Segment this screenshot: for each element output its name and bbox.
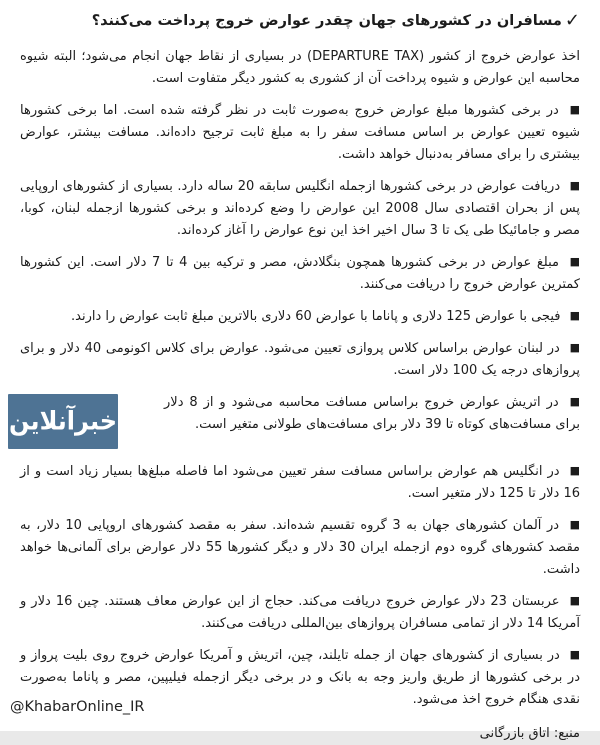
bullet-square-icon: ■	[569, 594, 580, 607]
bullet-text: در اتریش عوارض خروج براساس مسافت محاسبه می‌شود و از 8 دلار برای مسافت‌های کوتاه تا 39 دلار برای مسافت‌های طولانی متغیر است.	[164, 395, 580, 432]
bullet-square-icon: ■	[569, 648, 580, 661]
bullet-text: در برخی کشورها مبلغ عوارض خروج به‌صورت ثابت در نظر گرفته شده است. اما برخی کشورها شیوه تعیین عوارض بر اساس مسافت سفر را به مبلغ ثابت ترجیح داده‌اند. مسافت بیشتر، عوارض بیشتری را برای مسافر به‌دنبال خواهد داشت.	[20, 103, 580, 162]
twitter-handle: @KhabarOnline_IR	[10, 699, 145, 715]
bullet-square-icon: ■	[569, 179, 581, 192]
bullet-paragraph-austria	[164, 392, 580, 436]
bullet-text: فیجی با عوارض 125 دلاری و پاناما با عوارض 60 دلاری بالاترین مبلغ ثابت عوارض را دارند.	[71, 309, 561, 324]
bullet-paragraph-fiji-panama	[20, 306, 580, 328]
bullet-text: در انگلیس هم عوارض براساس مسافت سفر تعیین می‌شود اما فاصله مبلغ‌ها بسیار زیاد است و از 16 دلار تا 125 دلار متغیر است.	[20, 464, 580, 501]
bullet-paragraph-lowest-fees	[20, 252, 580, 296]
khabaronline-logo-text: خبرآنلاین	[8, 405, 118, 437]
bullet-square-icon: ■	[569, 103, 580, 116]
bullet-paragraph-germany	[20, 515, 580, 581]
bullet-square-icon: ■	[569, 309, 580, 322]
source-line: منبع: اتاق بازرگانی	[479, 726, 580, 741]
bullet-square-icon: ■	[569, 341, 580, 354]
bullet-text: در بسیاری از کشورهای جهان از جمله تایلند، چین، اتریش و آمریکا عوارض خروج روی بلیت پرواز و در برخی کشورها از طریق واریز وجه به بانک و در برخی دیگر ازجمله فیلیپین، مصر و پاناما به‌صورت نقدی هنگام خروج اخذ می‌شود.	[20, 648, 580, 707]
bullet-text: در آلمان کشورهای جهان به 3 گروه تقسیم شده‌اند. سفر به مقصد کشورهای اروپایی 10 دلار، به مقصد کشورهای گروه دوم ازجمله ایران 30 دلار و دیگر کشورها 55 دلار عوارض برای آلمانی‌ها خواهد داشت.	[20, 518, 580, 577]
bullet-text: مبلغ عوارض در برخی کشورها همچون بنگلادش، مصر و ترکیه بین 4 تا 7 دلار است. این کشورها کمترین عوارض خروج را دریافت می‌کنند.	[20, 255, 580, 292]
bullet-text: عربستان 23 دلار عوارض خروج دریافت می‌کند. حجاج از این عوارض معاف هستند. چین 16 دلار و آمریکا 14 دلار از تمامی مسافران پروازهای بین‌المللی دریافت می‌کنند.	[20, 594, 580, 631]
checkmark-icon: ✓	[564, 10, 580, 31]
bullet-paragraph-fixed-vs-distance	[20, 100, 580, 166]
bullet-square-icon: ■	[569, 464, 580, 477]
bullet-paragraph-history-2008	[20, 176, 580, 242]
bullet-paragraph-saudi-china-usa	[20, 591, 580, 635]
page-title	[20, 10, 580, 31]
bullet-paragraph-lebanon	[20, 338, 580, 382]
page-title-text: مسافران در کشورهای جهان چقدر عوارض خروج پرداخت می‌کنند؟	[91, 13, 562, 29]
logo-row	[8, 392, 580, 449]
intro-paragraph: اخذ عوارض خروج از کشور (DEPARTURE TAX) در بسیاری از نقاط جهان انجام می‌شود؛ البته شیوه محاسبه این عوارض و شیوه پرداخت آن از کشوری به کشور دیگر متفاوت است.	[20, 49, 580, 86]
bullet-text: در لبنان عوارض براساس کلاس پروازی تعیین می‌شود. عوارض برای کلاس اکونومی 40 دلار و برای پروازهای درجه یک 100 دلار است.	[20, 341, 580, 378]
bullet-square-icon: ■	[569, 255, 580, 268]
bullet-square-icon: ■	[569, 518, 580, 531]
khabaronline-logo	[8, 394, 118, 449]
bullet-square-icon: ■	[569, 395, 580, 408]
bullet-paragraph-england	[20, 461, 580, 505]
bullet-text: دریافت عوارض در برخی کشورها ازجمله انگلیس سابقه 20 ساله دارد. بسیاری از کشورهای اروپایی پس از بحران اقتصادی سال 2008 این عوارض را وضع کرده‌اند و برخی کشورها ازجمله لبنان، کوبا، مصر و جامائیکا طی یک تا 3 سال اخیر اخذ این نوع عوارض را آغاز کرده‌اند.	[20, 179, 580, 238]
